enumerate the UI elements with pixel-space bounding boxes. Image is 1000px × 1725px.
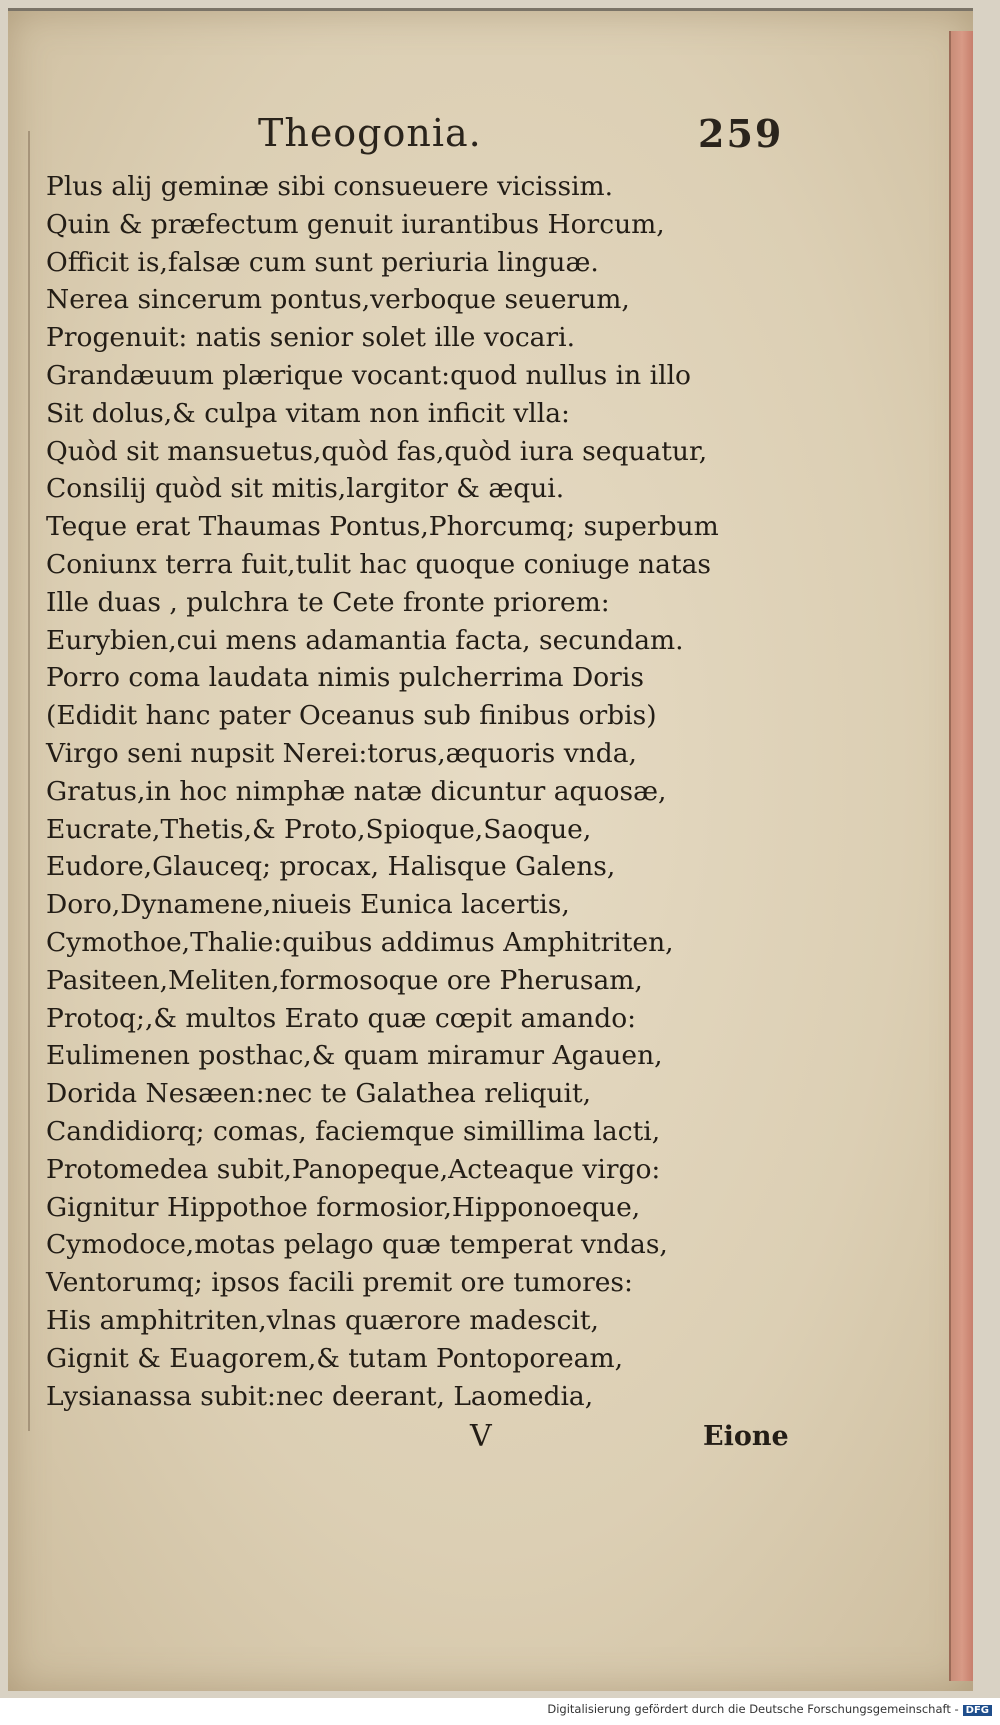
verse-line: Doro,Dynamene,niueis Eunica lacertis, (46, 889, 570, 921)
verse-line: Officit is,falsæ cum sunt periuria linguæ. (46, 246, 599, 278)
verse-line: Gratus,in hoc nimphæ natæ dicuntur aquosæ, (46, 775, 667, 807)
verse-line: Cymothoe,Thalie:quibus addimus Amphitriten, (46, 926, 674, 958)
verse-line: Ventorumq; ipsos facili premit ore tumores: (46, 1267, 633, 1299)
page-number: 259 (698, 111, 784, 156)
verse-line: Dorida Nesæen:nec te Galathea reliquit, (46, 1078, 592, 1110)
verse-line: Ille duas , pulchra te Cete fronte priorem: (46, 586, 610, 618)
verse-line: Quòd sit mansuetus,quòd fas,quòd iura sequatur, (46, 435, 708, 467)
catchword: Eione (703, 1421, 789, 1452)
credit-label: Digitalisierung gefördert durch die Deutsche Forschungsgemeinschaft - (547, 1702, 959, 1716)
verse-line: Progenuit: natis senior solet ille vocari. (46, 322, 576, 354)
gutter-shadow (28, 131, 44, 1431)
verse-line: Candidiorq; comas, faciemque simillima lacti, (46, 1115, 661, 1147)
verse-line: Lysianassa subit:nec deerant, Laomedia, (46, 1380, 594, 1412)
verse-line: Porro coma laudata nimis pulcherrima Doris (46, 662, 644, 694)
digitization-credit-bar (0, 1698, 1000, 1725)
dfg-logo: DFG (963, 1705, 992, 1716)
verse-text (46, 168, 816, 1415)
verse-line: Eucrate,Thetis,& Proto,Spioque,Saoque, (46, 813, 592, 845)
verse-line: His amphitriten,vlnas quærore madescit, (46, 1304, 599, 1336)
verse-line: Eudore,Glauceq; procax, Halisque Galens, (46, 851, 616, 883)
verse-line: Nerea sincerum pontus,verboque seuerum, (46, 284, 630, 316)
verse-line: Virgo seni nupsit Nerei:torus,æquoris vnda, (46, 737, 637, 769)
signature-mark: V (470, 1419, 492, 1454)
verse-line: Cymodoce,motas pelago quæ temperat vndas, (46, 1229, 668, 1261)
verse-line: Quin & præfectum genuit iurantibus Horcum, (46, 208, 665, 240)
verse-line: Protoq;,& multos Erato quæ cœpit amando: (46, 1002, 637, 1034)
verse-line: Sit dolus,& culpa vitam non inficit vlla: (46, 397, 570, 429)
credit-text (547, 1702, 992, 1716)
verse-line: Gignit & Euagorem,& tutam Pontopoream, (46, 1342, 623, 1374)
page-header (8, 111, 973, 171)
verse-line: (Edidit hanc pater Oceanus sub finibus orbis) (46, 700, 657, 732)
verse-line: Grandæuum plærique vocant:quod nullus in illo (46, 359, 691, 391)
verse-line: Eurybien,cui mens adamantia facta, secundam. (46, 624, 684, 656)
verse-line: Gignitur Hippothoe formosior,Hipponoeque, (46, 1191, 641, 1223)
page-edge-red (949, 31, 973, 1681)
verse-line: Teque erat Thaumas Pontus,Phorcumq; superbum (46, 511, 719, 543)
verse-line: Coniunx terra fuit,tulit hac quoque coniuge natas (46, 548, 711, 580)
verse-line: Plus alij geminæ sibi consueuere vicissim. (46, 171, 614, 202)
verse-line: Consilij quòd sit mitis,largitor & æqui. (46, 473, 565, 505)
verse-line: Protomedea subit,Panopeque,Acteaque virgo: (46, 1153, 661, 1185)
verse-line: Pasiteen,Meliten,formosoque ore Pherusam, (46, 964, 643, 996)
verse-line: Eulimenen posthac,& quam miramur Agauen, (46, 1040, 663, 1072)
book-page (8, 8, 973, 1691)
running-title: Theogonia. (258, 111, 482, 155)
